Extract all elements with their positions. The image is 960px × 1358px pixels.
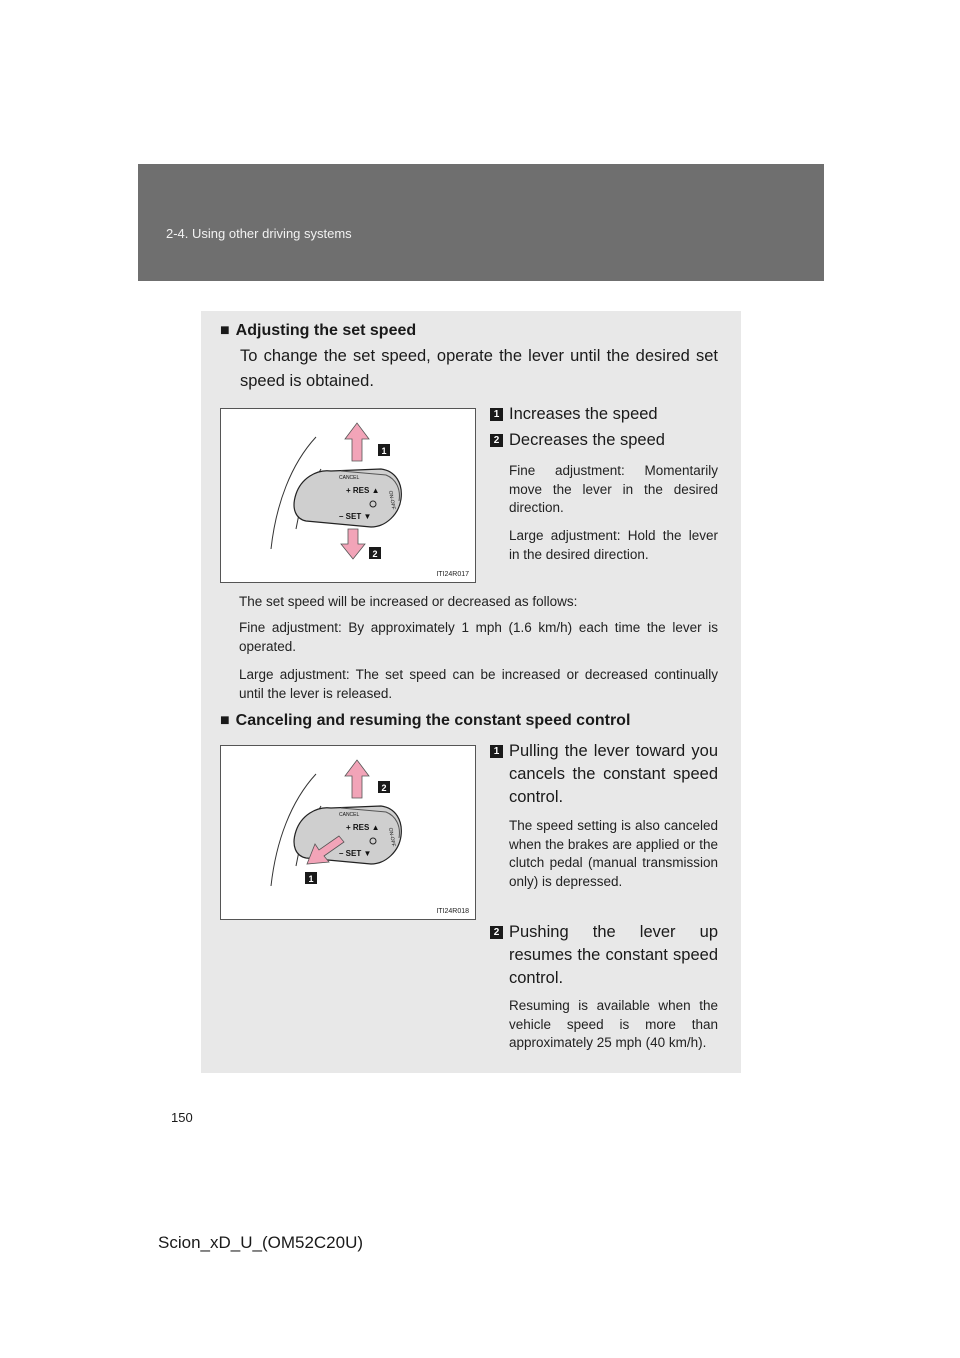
adjusting-heading-text: Adjusting the set speed [235,322,417,339]
note-large: Large adjustment: Hold the lever in the desired direction. [509,528,718,562]
callout-1-text: 1 [308,874,314,884]
cancel-text: CANCEL [339,812,360,818]
large-adjust-note: Large adjustment: The set speed can be increased or decreased continually until the lever is released. [239,667,718,701]
section-title: 2-4. Using other driving systems [166,226,352,241]
cancel-text: CANCEL [339,475,360,481]
lever-figure-cancel [220,745,476,920]
arrow-down-icon [341,529,365,559]
list-item [490,403,718,426]
number-badge: 1 [490,408,503,421]
set-speed-note: The set speed will be increased or decreased as follows: [239,594,578,609]
figure-code: ITI24R017 [436,571,469,578]
list-item [490,921,718,990]
adjusting-heading [220,322,416,340]
onoff-text: ON-OFF [387,490,397,511]
callout-2-text: 2 [372,549,378,559]
callout-1-text: 1 [381,446,387,456]
resume-note: Resuming is available when the vehicle speed is more than approximately 25 mph (40 km/h). [509,998,718,1050]
page-number: 150 [171,1110,193,1125]
fine-adjust-note: Fine adjustment: By approximately 1 mph (1.6 km/h) each time the lever is operated. [239,620,718,654]
res-text: + RES ▲ [346,486,380,495]
figure-code: ITI24R018 [436,908,469,915]
item-text: Pushing the lever up resumes the constant speed control. [509,923,718,987]
item-text: Increases the speed [509,405,658,423]
list-item [490,429,718,452]
adjusting-intro: To change the set speed, operate the lever until the desired set speed is obtained. [240,347,718,390]
number-badge: 2 [490,434,503,447]
canceling-heading [220,712,630,730]
cancel-note: The speed setting is also canceled when the brakes are applied or the clutch pedal (manual transmission only) is depressed. [509,818,718,889]
item-text: Decreases the speed [509,431,665,449]
callout-2-text: 2 [381,783,387,793]
note-fine: Fine adjustment: Momentarily move the lever in the desired direction. [509,463,718,515]
set-text: – SET ▼ [339,849,372,858]
list-item [490,740,718,809]
lever-illustration [221,746,475,919]
set-text: – SET ▼ [339,512,372,521]
canceling-heading-text: Canceling and resuming the constant speed control [235,712,631,729]
number-badge: 2 [490,926,503,939]
arrow-up-icon [345,760,369,798]
onoff-text: ON-OFF [387,827,397,848]
lever-illustration [221,409,475,582]
header-band [138,164,824,281]
footer-code: Scion_xD_U_(OM52C20U) [158,1233,364,1252]
item-text: Pulling the lever toward you cancels the constant speed control. [509,742,718,806]
heading-marker: ■ [220,712,230,729]
arrow-up-icon [345,423,369,461]
heading-marker: ■ [220,322,230,339]
number-badge: 1 [490,745,503,758]
content-box [201,311,741,1073]
lever-figure-adjust [220,408,476,583]
res-text: + RES ▲ [346,823,380,832]
